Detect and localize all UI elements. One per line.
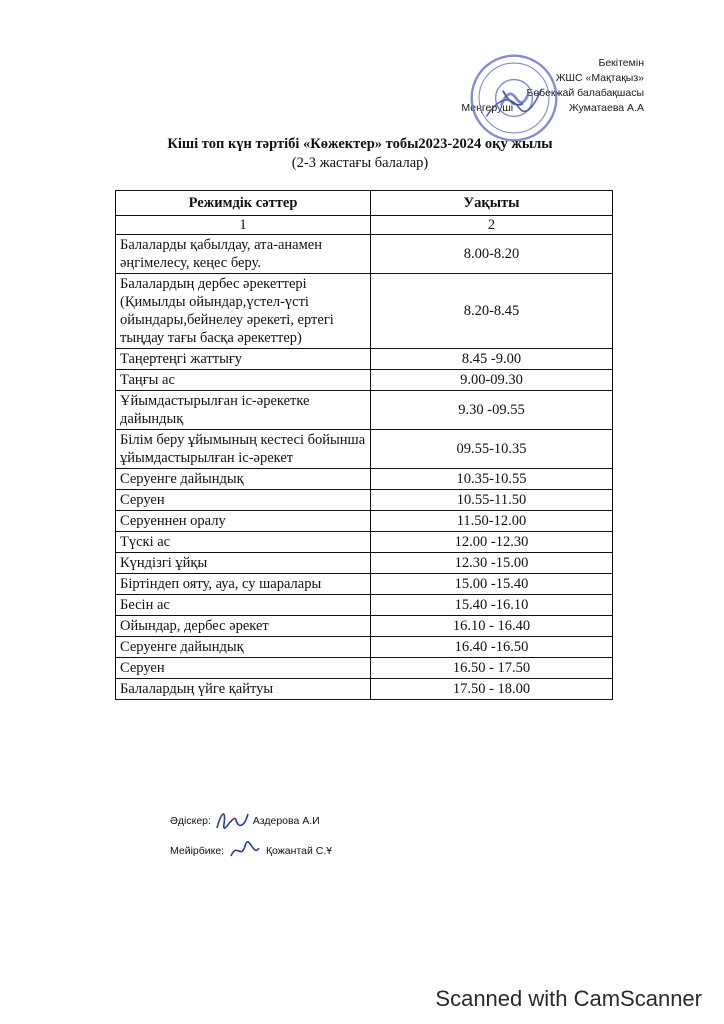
document-title <box>130 135 590 173</box>
nurse-label: Мейірбике: <box>170 844 225 857</box>
time-cell: 9.30 -09.55 <box>371 391 613 430</box>
approval-line-1: Бекітемін <box>598 57 644 69</box>
activity-cell: Ұйымдастырылған іс-әрекетке дайындық <box>116 391 371 430</box>
title-line-2: (2-3 жастағы балалар) <box>291 155 429 171</box>
time-cell: 16.40 -16.50 <box>371 637 613 658</box>
table-row <box>116 274 613 349</box>
time-cell: 10.55-11.50 <box>371 490 613 511</box>
table-row <box>116 391 613 430</box>
signature-scribble-icon <box>214 808 250 834</box>
activity-cell: Біртіндеп ояту, ауа, су шаралары <box>116 574 371 595</box>
activity-cell: Серуен <box>116 490 371 511</box>
nurse-signature-line <box>170 838 332 864</box>
activity-cell: Таңғы ас <box>116 370 371 391</box>
table-row <box>116 511 613 532</box>
table-row <box>116 430 613 469</box>
table-row <box>116 349 613 370</box>
activity-cell: Білім беру ұйымының кестесі бойынша ұйымдастырылған іс-әрекет <box>116 430 371 469</box>
table-row <box>116 370 613 391</box>
time-cell: 17.50 - 18.00 <box>371 679 613 700</box>
methodist-name: Аздерова А.И <box>252 814 320 827</box>
table-row <box>116 616 613 637</box>
header-activities: Режимдік сәттер <box>116 191 371 216</box>
activity-cell: Серуеннен оралу <box>116 511 371 532</box>
time-cell: 9.00-09.30 <box>371 370 613 391</box>
title-line-1: Кіші топ күн тәртібі «Көжектер» тобы2023-2024 оқу жылы <box>167 136 553 152</box>
header-time: Уақыты <box>371 191 613 216</box>
activity-cell: Балаларды қабылдау, ата-анамен әңгімелесу, кеңес беру. <box>116 235 371 274</box>
round-stamp-icon <box>468 52 560 144</box>
time-cell: 16.50 - 17.50 <box>371 658 613 679</box>
activity-cell: Серуенге дайындық <box>116 469 371 490</box>
table-row <box>116 595 613 616</box>
table-row <box>116 637 613 658</box>
table-row <box>116 574 613 595</box>
time-cell: 15.40 -16.10 <box>371 595 613 616</box>
approval-line-2: ЖШС «Мақтақыз» <box>555 72 644 84</box>
table-row <box>116 532 613 553</box>
activity-cell: Балалардың үйге қайтуы <box>116 679 371 700</box>
table-header-row <box>116 191 613 216</box>
activity-cell: Серуен <box>116 658 371 679</box>
activity-cell: Таңертеңгі жаттығу <box>116 349 371 370</box>
approval-head-name: Жуматаева А.А <box>568 102 644 114</box>
activity-cell: Серуенге дайындық <box>116 637 371 658</box>
approval-line-3: Бөбекжай балабақшасы <box>526 87 644 99</box>
activity-cell: Балалардың дербес әрекеттері (Қимылды ойындар,үстел-үсті ойындары,бейнелеу әрекеті, ертегі тыңдау тағы басқа әрекеттер) <box>116 274 371 349</box>
table-row <box>116 679 613 700</box>
table-row <box>116 658 613 679</box>
activity-cell: Күндізгі ұйқы <box>116 553 371 574</box>
scanner-watermark: Scanned with CamScanner <box>435 986 702 1011</box>
time-cell: 8.45 -9.00 <box>371 349 613 370</box>
column-number-2: 2 <box>371 216 613 235</box>
activity-cell: Түскі ас <box>116 532 371 553</box>
time-cell: 10.35-10.55 <box>371 469 613 490</box>
activity-cell: Ойындар, дербес әрекет <box>116 616 371 637</box>
methodist-label: Әдіскер: <box>170 814 211 827</box>
time-cell: 8.20-8.45 <box>371 274 613 349</box>
time-cell: 11.50-12.00 <box>371 511 613 532</box>
table-row <box>116 490 613 511</box>
table-row <box>116 469 613 490</box>
table-row <box>116 235 613 274</box>
methodist-signature-line <box>170 808 320 834</box>
approval-head-label: Меңгеруші <box>461 102 514 114</box>
time-cell: 8.00-8.20 <box>371 235 613 274</box>
activity-cell: Бесін ас <box>116 595 371 616</box>
signature-scribble-icon <box>227 838 263 864</box>
time-cell: 16.10 - 16.40 <box>371 616 613 637</box>
time-cell: 15.00 -15.40 <box>371 574 613 595</box>
time-cell: 12.00 -12.30 <box>371 532 613 553</box>
table-row <box>116 553 613 574</box>
column-number-row <box>116 216 613 235</box>
time-cell: 12.30 -15.00 <box>371 553 613 574</box>
schedule-table <box>115 190 613 700</box>
time-cell: 09.55-10.35 <box>371 430 613 469</box>
column-number-1: 1 <box>116 216 371 235</box>
nurse-name: Қожантай С.Ұ <box>265 844 333 857</box>
